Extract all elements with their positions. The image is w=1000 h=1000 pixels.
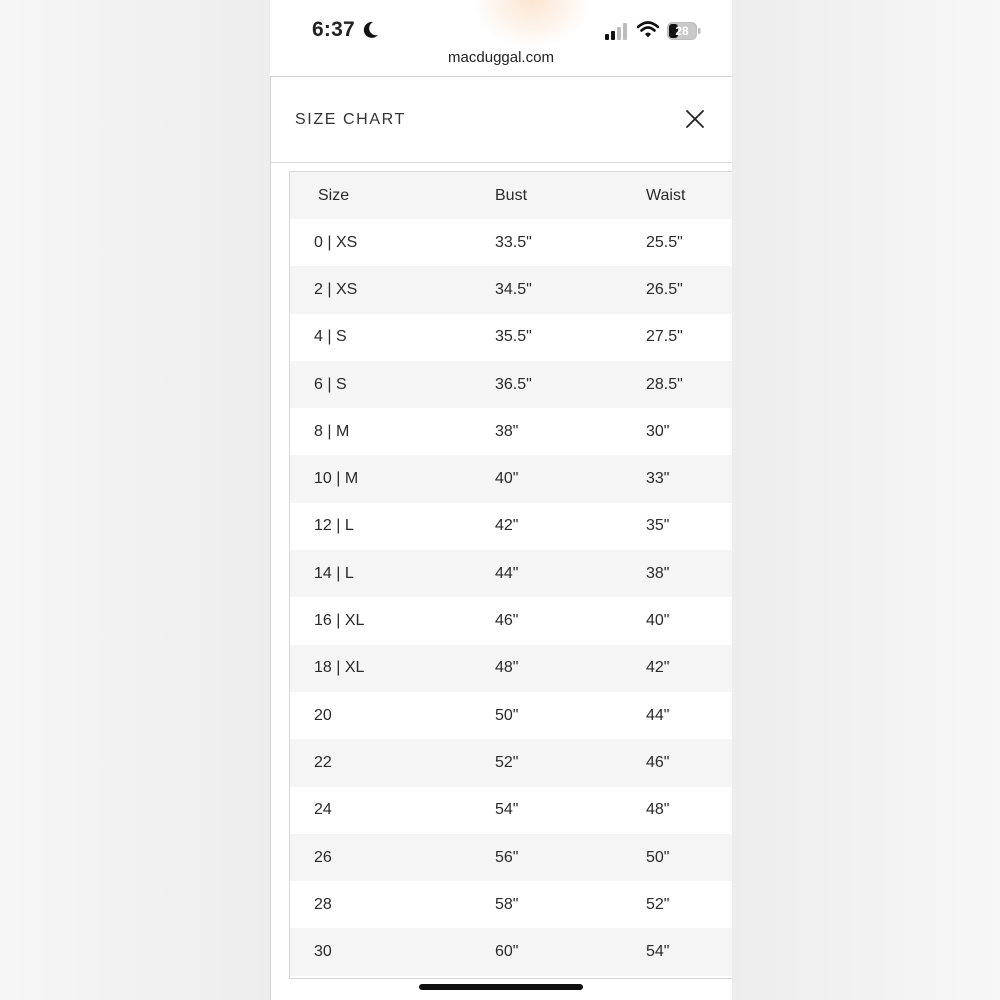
cell-waist: 25.5" <box>646 219 732 266</box>
url-bar[interactable]: macduggal.com <box>448 49 554 66</box>
table-row <box>290 550 732 597</box>
cell-waist: 33" <box>646 455 732 502</box>
cell-size: 6 | S <box>290 361 495 408</box>
cell-size: 18 | XL <box>290 645 495 692</box>
cell-size: 28 <box>290 881 495 928</box>
cell-waist: 48" <box>646 787 732 834</box>
cell-bust: 46" <box>495 597 646 644</box>
battery-level: 28 <box>675 24 689 38</box>
cell-bust: 50" <box>495 692 646 739</box>
cell-bust: 44" <box>495 550 646 597</box>
table-row <box>290 739 732 786</box>
size-chart-modal <box>270 76 732 1000</box>
cell-size: 2 | XS <box>290 266 495 313</box>
table-header-row <box>290 172 732 219</box>
table-row <box>290 314 732 361</box>
cell-size: 30 <box>290 928 495 975</box>
cell-waist: 52" <box>646 881 732 928</box>
cell-waist: 50" <box>646 834 732 881</box>
background-left <box>0 0 270 1000</box>
cell-waist: 30" <box>646 408 732 455</box>
cell-waist: 38" <box>646 550 732 597</box>
table-row <box>290 503 732 550</box>
modal-title: SIZE CHART <box>295 111 406 128</box>
cell-size: 4 | S <box>290 314 495 361</box>
cell-bust: 38" <box>495 408 646 455</box>
cell-waist: 44" <box>646 692 732 739</box>
modal-header <box>271 77 732 163</box>
cell-waist: 46" <box>646 739 732 786</box>
cell-size: 22 <box>290 739 495 786</box>
header-size: Size <box>290 172 495 219</box>
status-time: 6:37 <box>312 18 355 41</box>
header-waist: Waist <box>646 172 732 219</box>
table-row <box>290 834 732 881</box>
cell-bust: 60" <box>495 928 646 975</box>
cell-bust: 54" <box>495 787 646 834</box>
table-row <box>290 787 732 834</box>
wifi-icon <box>637 21 659 39</box>
cell-bust: 42" <box>495 503 646 550</box>
cell-waist: 42" <box>646 645 732 692</box>
cell-size: 24 <box>290 787 495 834</box>
close-icon[interactable] <box>684 108 706 130</box>
cell-size: 10 | M <box>290 455 495 502</box>
signal-icon <box>605 22 631 40</box>
header-bust: Bust <box>495 172 646 219</box>
cell-bust: 33.5" <box>495 219 646 266</box>
table-row <box>290 361 732 408</box>
cell-waist: 35" <box>646 503 732 550</box>
status-icons <box>605 20 705 42</box>
cell-size: 14 | L <box>290 550 495 597</box>
cell-bust: 58" <box>495 881 646 928</box>
cell-waist: 40" <box>646 597 732 644</box>
cell-bust: 40" <box>495 455 646 502</box>
background-right <box>732 0 1000 1000</box>
cell-bust: 56" <box>495 834 646 881</box>
size-table <box>290 172 732 976</box>
cell-waist: 27.5" <box>646 314 732 361</box>
cell-bust: 34.5" <box>495 266 646 313</box>
phone-screen <box>270 0 732 1000</box>
cell-size: 8 | M <box>290 408 495 455</box>
cell-bust: 48" <box>495 645 646 692</box>
table-row <box>290 692 732 739</box>
table-row <box>290 219 732 266</box>
cell-bust: 52" <box>495 739 646 786</box>
cell-size: 12 | L <box>290 503 495 550</box>
cell-size: 16 | XL <box>290 597 495 644</box>
size-table-container[interactable] <box>289 171 732 979</box>
moon-icon <box>361 20 379 40</box>
cell-waist: 28.5" <box>646 361 732 408</box>
cell-bust: 35.5" <box>495 314 646 361</box>
table-row <box>290 881 732 928</box>
cell-waist: 26.5" <box>646 266 732 313</box>
cell-bust: 36.5" <box>495 361 646 408</box>
cell-size: 20 <box>290 692 495 739</box>
cell-size: 0 | XS <box>290 219 495 266</box>
table-row <box>290 266 732 313</box>
cell-size: 26 <box>290 834 495 881</box>
table-row <box>290 455 732 502</box>
table-row <box>290 928 732 975</box>
table-row <box>290 408 732 455</box>
table-row <box>290 645 732 692</box>
status-bar <box>270 0 732 76</box>
home-indicator[interactable] <box>419 984 583 990</box>
cell-waist: 54" <box>646 928 732 975</box>
table-row <box>290 597 732 644</box>
